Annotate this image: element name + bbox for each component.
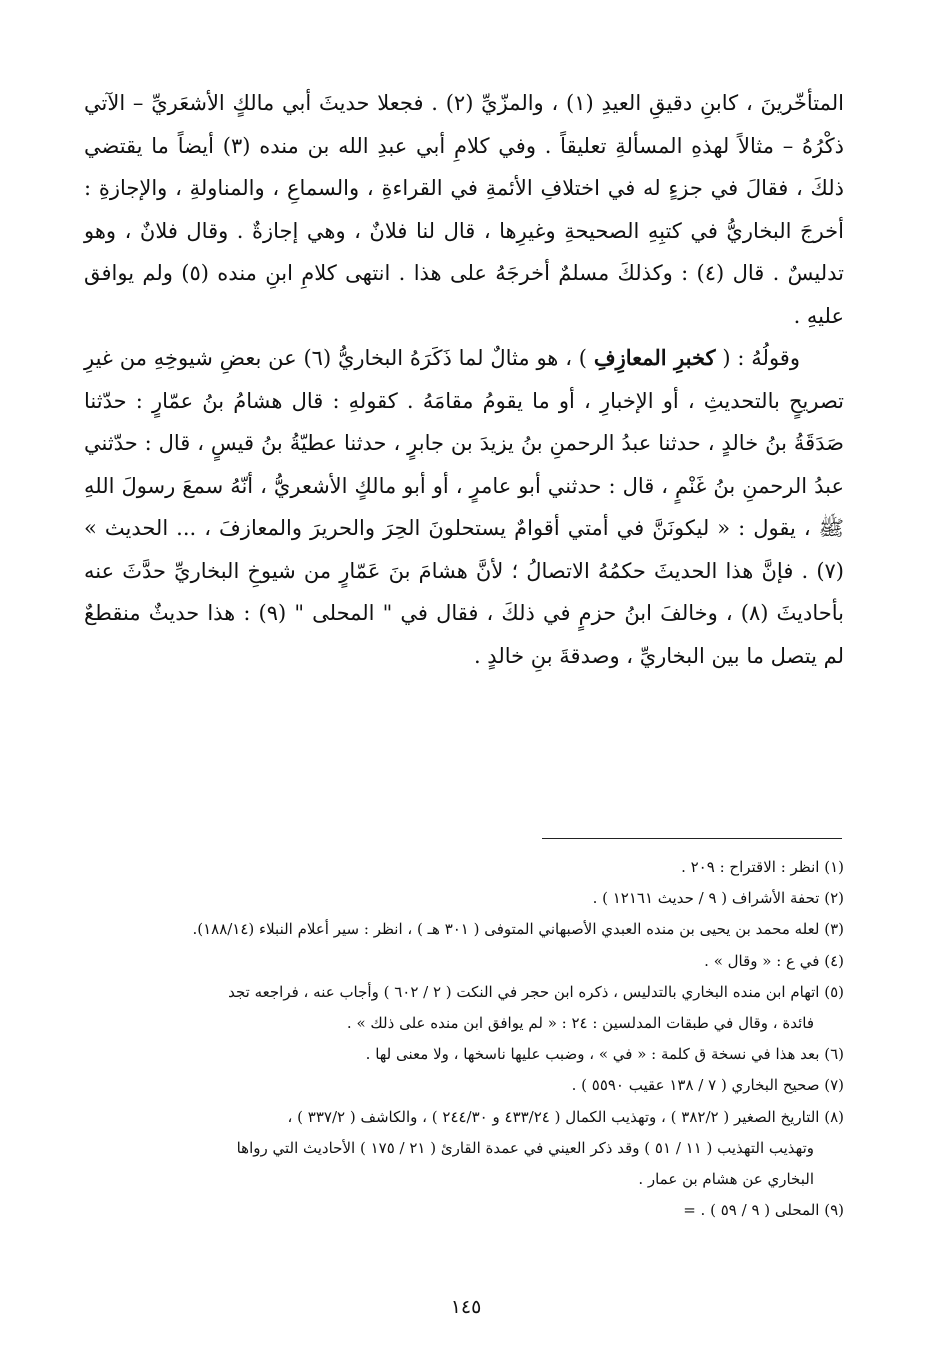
footnote-5-continuation: فائدة ، وقال في طبقات المدلسين : ٢٤ : « لم يوافق ابن منده على ذلك » .	[346, 1014, 814, 1033]
footnote-2: (٢) تحفة الأشراف ( ٩ / حديث ١٢١٦١ ) .	[592, 889, 844, 908]
footnote-4: (٤) في ع : « وقال » .	[704, 951, 844, 970]
paragraph-2-body: ) ، هو مثالٌ لما ذَكَرَهُ البخاريُّ (٦) عن بعضِ شيوخِهِ من غيرِ تصريحٍ بالتحديثِ ، أو الإخبارِ ، أو ما يقومُ مقامَهُ . كقولهِ : قال هشامُ بنُ عمّارٍ : حدّثنا صَدَقَةُ بنُ خالدٍ ، حدثنا عبدُ الرحمنِ بنُ يزيدَ بن جابرٍ ، حدثنا عطيّةُ بنُ قيسٍ ، قال : حدّثني عبدُ الرحمنِ بنُ غَنْمٍ ، قال : حدثني أبو عامرٍ ، أو أبو مالكٍ الأشعريُّ ، أنّهُ سمعَ رسولَ اللهِ ﷺ ، يقول : « ليكونَنَّ في أمتي أقوامٌ يستحلونَ الحِرَ والحريرَ والمعازفَ ، ... الحديث » (٧) . فإنَّ هذا الحديثَ حكمُهُ الاتصالُ ؛ لأنَّ هشامَ بنَ عَمّارٍ من شيوخِ البخاريِّ حدَّثَ عنه بأحاديثَ (٨) ، وخالفَ ابنُ حزمٍ في ذلكَ ، فقال في " المحلى " (٩) : هذا حديثٌ منقطعٌ لم يتصل ما بين البخاريِّ ، وصدقةَ بنِ خالدٍ .	[84, 346, 845, 668]
footnote-8-continuation-1: وتهذيب التهذيب ( ١١ / ٥١ ) وقد ذكر العيني في عمدة القارئ ( ٢١ / ١٧٥ ) الأحاديث التي رواها	[236, 1138, 814, 1157]
footnote-9: (٩) المحلى ( ٩ / ٥٩ ) . =	[683, 1201, 844, 1220]
footnote-3: (٣) لعله محمد بن يحيى بن منده العبدي الأصبهاني المتوفى ( ٣٠١ هـ ) ، انظر : سير أعلام النبلاء (١٨٨/١٤).	[192, 920, 844, 939]
paragraph-1: المتأخّرينَ ، كابنِ دقيقِ العيدِ (١) ، والمزّيِّ (٢) . فجعلا حديثَ أبي مالكٍ الأشعَريِّ – الآتي ذكْرُهُ – مثالاً لهذهِ المسألةِ تعليقاً . وفي كلامِ أبي عبدِ الله بن منده (٣) أيضاً ما يقتضي ذلكَ ، فقالَ في جزءٍ له في اختلافِ الأئمةِ في القراءةِ ، والسماعِ ، والمناولةِ ، والإجازةِ : أخرجَ البخاريُّ في كتبِهِ الصحيحةِ وغيرِها ، قال لنا فلانٌ ، وهي إجازةٌ . وقال فلانٌ ، وهو تدليسٌ . قال (٤) : وكذلكَ مسلمٌ أخرجَهُ على هذا . انتهى كلامِ ابنِ منده (٥) ولم يوافق عليهِ .	[84, 91, 844, 328]
footnote-5: (٥) اتهام ابن منده البخاري بالتدليس ، ذكره ابن حجر في النكت ( ٢ / ٦٠٢ ) وأجاب عنه ، فراجعه تجد	[228, 982, 844, 1001]
footnote-1: (١) انظر : الاقتراح : ٢٠٩ .	[681, 858, 844, 876]
footnote-divider	[542, 838, 842, 839]
footnotes	[80, 852, 844, 1226]
paragraph-2-prefix: وقولُهُ : (	[722, 346, 800, 370]
main-text	[84, 82, 844, 677]
page-number: ١٤٥	[450, 1296, 482, 1318]
footnote-6: (٦) بعد هذا في نسخة ق كلمة : « في » ، وضبب عليها ناسخها ، ولا معنى لها .	[365, 1045, 844, 1064]
footnote-8: (٨) التاريخ الصغير ( ٣٨٢/٢ ) ، وتهذيب الكمال ( ٤٣٣/٢٤ و ٢٤٤/٣٠ ) ، والكاشف ( ٣٣٧/٢ ) ،	[287, 1107, 844, 1126]
quoted-term: كخبرِ المعازِفِ	[593, 345, 716, 370]
footnote-8-continuation-2: البخاري عن هشام بن عمار .	[638, 1170, 814, 1189]
footnote-7: (٧) صحيح البخاري ( ٧ / ١٣٨ عقيب ٥٥٩٠ ) .	[571, 1076, 844, 1095]
paragraph-2	[84, 337, 844, 677]
